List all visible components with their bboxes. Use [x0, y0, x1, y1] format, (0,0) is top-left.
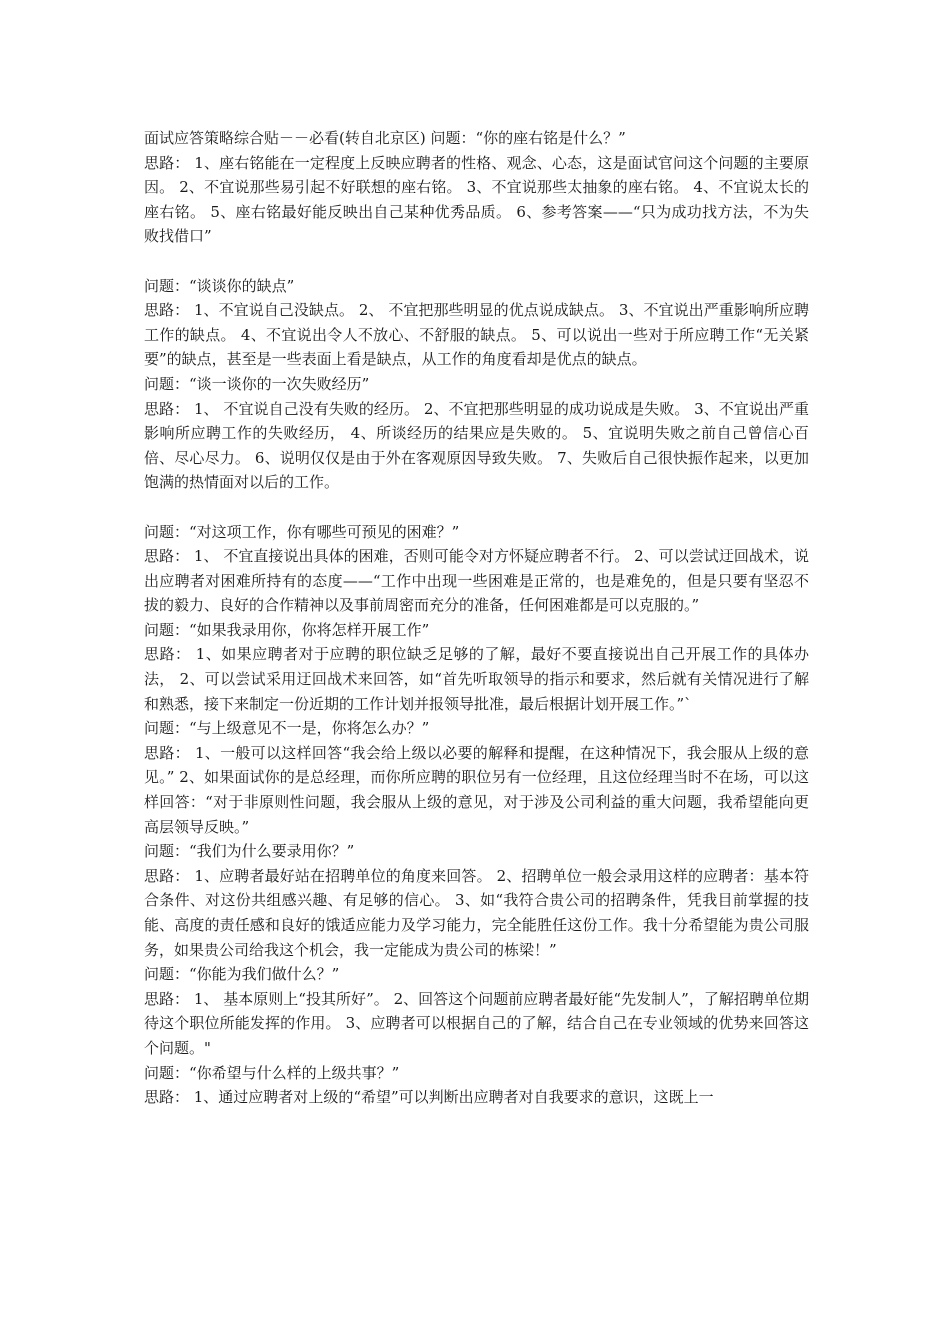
- question-paragraph: 问题：“谈谈你的缺点”: [144, 276, 295, 295]
- question-paragraph: 问题：“你希望与什么样的上级共事？”: [144, 1063, 400, 1082]
- doc-title-question: 面试应答策略综合贴－－必看(转自北京区) 问题：“你的座右铭是什么？”: [144, 129, 626, 147]
- answer-paragraph: 思路： 1、通过应聘者对上级的“希望”可以判断出应聘者对自我要求的意识，这既上一: [144, 1088, 714, 1107]
- answer-paragraph: 思路： 1、座右铭能在一定程度上反映应聘者的性格、观念、心态，这是面试官问这个问题的主要原因。 2、不宜说那些易引起不好联想的座右铭。 3、不宜说那些太抽象的座右铭。 4、不宜说太长的座右铭。 5、座右铭最好能反映出自己某种优秀品质。 6、参考答案——“只为成功找方法，不为失败找借口”: [144, 153, 809, 246]
- blank-line: [144, 249, 809, 274]
- answer-paragraph: 思路： 1、应聘者最好站在招聘单位的角度来回答。 2、招聘单位一般会录用这样的应聘者：基本符合条件、对这份共组感兴趣、有足够的信心。 3、如“我符合贵公司的招聘条件，凭我目前掌握的技能、高度的责任感和良好的饿适应能力及学习能力，完全能胜任这份工作。我十分希望能为贵公司服务，如果贵公司给我这个机会，我一定能成为贵公司的栋梁！”: [144, 866, 809, 959]
- answer-paragraph: 思路： 1、 基本原则上“投其所好”。 2、回答这个问题前应聘者最好能“先发制人”，了解招聘单位期待这个职位所能发挥的作用。 3、应聘者可以根据自己的了解，结合自己在专业领域的优势来回答这个问题。": [144, 989, 809, 1057]
- question-paragraph: 问题：“你能为我们做什么？”: [144, 965, 340, 984]
- answer-paragraph: 思路： 1、一般可以这样回答“我会给上级以必要的解释和提醒，在这种情况下，我会服从上级的意见。” 2、如果面试你的是总经理，而你所应聘的职位另有一位经理，且这位经理当时不在场，可以这样回答：“对于非原则性问题，我会服从上级的意见，对于涉及公司利益的重大问题，我希望能向更高层领导反映。”: [144, 743, 809, 836]
- question-paragraph: 问题：“对这项工作，你有哪些可预见的困难？”: [144, 522, 460, 541]
- question-paragraph: 问题：“我们为什么要录用你？”: [144, 842, 355, 861]
- answer-paragraph: 思路： 1、不宜说自己没缺点。 2、 不宜把那些明显的优点说成缺点。 3、不宜说出严重影响所应聘工作的缺点。 4、不宜说出令人不放心、不舒服的缺点。 5、可以说出一些对于所应聘工作“无关紧要”的缺点，甚至是一些表面上看是缺点，从工作的角度看却是优点的缺点。: [144, 301, 809, 369]
- blank-line: [144, 495, 809, 520]
- question-paragraph: 问题：“谈一谈你的一次失败经历”: [144, 374, 370, 393]
- answer-paragraph: 思路： 1、 不宜说自己没有失败的经历。 2、不宜把那些明显的成功说成是失败。 3、不宜说出严重影响所应聘工作的失败经历， 4、所谈经历的结果应是失败的。 5、宜说明失败之前自己曾信心百倍、尽心尽力。 6、说明仅仅是由于外在客观原因导致失败。 7、失败后自己很快振作起来，以更加饱满的热情面对以后的工作。: [144, 399, 809, 492]
- answer-paragraph: 思路： 1、如果应聘者对于应聘的职位缺乏足够的了解，最好不要直接说出自己开展工作的具体办法， 2、可以尝试采用迂回战术来回答，如“首先听取领导的指示和要求，然后就有关情况进行了解和熟悉，接下来制定一份近期的工作计划并报领导批准，最后根据计划开展工作。”`: [144, 645, 809, 713]
- question-paragraph: 问题：“与上级意见不一是，你将怎么办？”: [144, 719, 430, 738]
- document-body: [144, 126, 809, 1110]
- question-paragraph: 问题：“如果我录用你，你将怎样开展工作”: [144, 620, 430, 639]
- answer-paragraph: 思路： 1、 不宜直接说出具体的困难，否则可能令对方怀疑应聘者不行。 2、可以尝试迂回战术，说出应聘者对困难所持有的态度——“工作中出现一些困难是正常的，也是难免的，但是只要有坚忍不拔的毅力、良好的合作精神以及事前周密而充分的准备，任何困难都是可以克服的。”: [144, 547, 809, 615]
